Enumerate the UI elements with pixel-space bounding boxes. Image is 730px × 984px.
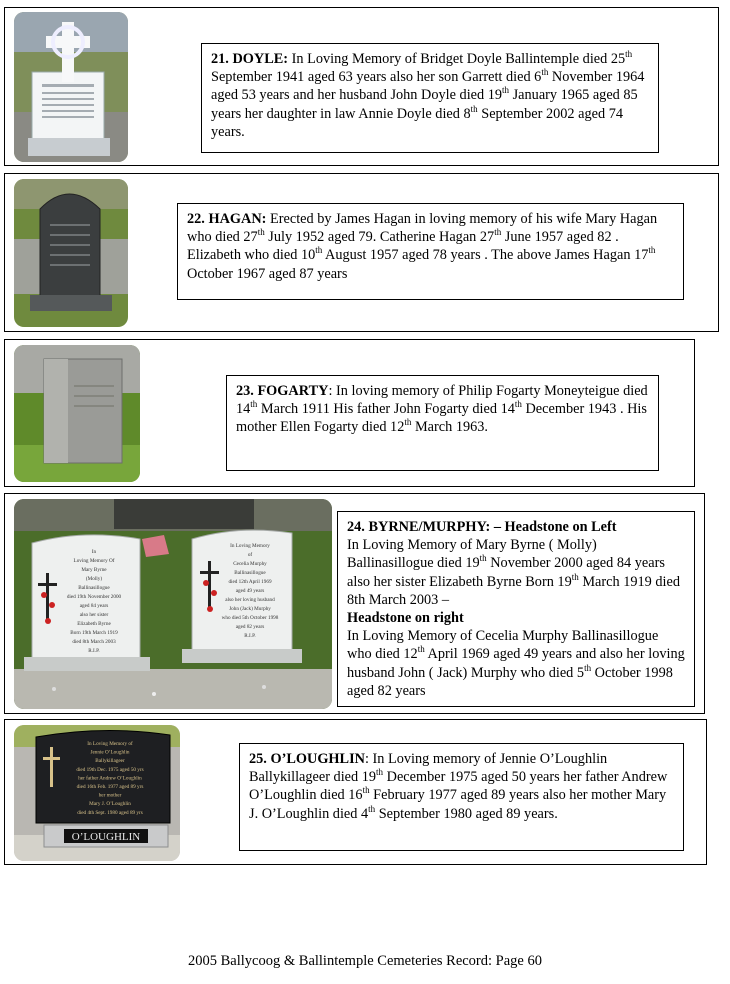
ordinal-suffix: th (404, 417, 412, 428)
stone-line: In (91, 549, 97, 555)
headstone-photo-24 (14, 499, 332, 709)
entry-number: 25. (249, 751, 267, 767)
stone-line: John (Jack) Murphy (229, 606, 271, 612)
ordinal-suffix: th (417, 644, 425, 655)
entry-surname: FOGARTY (257, 383, 329, 399)
entry-heading-suffix: – Headstone on Left (490, 519, 617, 535)
stone-line: who died 5th October 1998 (221, 615, 279, 621)
entry-surname: HAGAN: (208, 211, 267, 227)
ordinal-suffix: th (648, 245, 656, 256)
stone-plaque: O’LOUGHLIN (71, 831, 141, 843)
stone-line: Elizabeth Byrne (77, 621, 111, 627)
inscription-text-24 (337, 511, 695, 707)
entry-23 (4, 339, 695, 487)
entry-number: 21. (211, 51, 229, 67)
ordinal-suffix: th (376, 767, 384, 778)
inscription-body-2: In Loving Memory of Cecelia Murphy Ballinasillogue who died 12th April 1969 aged 49 years and also her loving husband John ( Jack) Murphy who died 5th October 1998 aged 82 years (347, 628, 685, 699)
stone-line: Mary J. O’Loughlin (89, 801, 131, 808)
entry-24 (4, 493, 705, 714)
stone-line: her father Andrew O’Loughlin (78, 775, 142, 782)
stone-line: R.I.P. (244, 633, 256, 639)
stone-line: also her loving husband (225, 597, 275, 603)
inscription-body: Erected by James Hagan in loving memory of his wife Mary Hagan who died 27th July 1952 aged 79. Catherine Hagan 27th June 1957 aged 82 . Elizabeth who died 10th August 1957 aged 78 years . The above James Hagan 17th October 1967 aged 87 years (187, 211, 658, 282)
stone-line: died 8th March 2003 (72, 639, 116, 645)
ordinal-suffix: th (625, 49, 633, 60)
inscription-body: : In Loving memory of Jennie O’Loughlin Ballykillageer died 19th December 1975 aged 50 years her father Andrew O’Loughlin died 16th February 1977 aged 89 years also her mother Mary J. O’Loughlin died 4th September 1980 aged 89 years. (249, 751, 668, 822)
inscription-text-25 (239, 743, 684, 851)
entry-surname: BYRNE/MURPHY: (368, 519, 491, 535)
entry-22 (4, 173, 719, 332)
inscription-body: : In loving memory of Philip Fogarty Moneyteigue died 14th March 1911 His father John Fogarty died 14th December 1943 . His mother Ellen Fogarty died 12th March 1963. (236, 383, 648, 436)
stone-line: Ballinasillogue (78, 585, 110, 591)
stone-line: R.I.P. (88, 648, 100, 654)
ordinal-suffix: th (470, 103, 478, 114)
entry-25 (4, 719, 707, 865)
entry-subheading: Headstone on right (347, 610, 464, 627)
stone-line: Cecelia Murphy (233, 561, 267, 567)
stone-line: Loving Memory Of (73, 558, 115, 564)
inscription-body: In Loving Memory of Bridget Doyle Ballintemple died 25th September 1941 aged 63 years also her son Garrett died 6th November 1964 aged 53 years and her husband John Doyle died 19th January 1965 aged 85 years her daughter in law Annie Doyle died 8th September 2002 aged 74 years. (211, 49, 645, 140)
stone-line: In Loving Memory (230, 543, 270, 549)
ordinal-suffix: th (368, 803, 376, 814)
entry-number: 22. (187, 211, 205, 227)
stone-line: died 16th Feb. 1977 aged 89 yrs (76, 784, 144, 790)
stone-line: Jennie O’Loughlin (90, 749, 130, 756)
ordinal-suffix: th (541, 67, 549, 78)
stone-line: of (247, 552, 253, 558)
ordinal-suffix: th (514, 399, 522, 410)
entry-number: 24. (347, 519, 365, 535)
ordinal-suffix: th (479, 553, 487, 564)
stone-line: her mother (98, 792, 122, 799)
stone-line: died 4th Sept. 1980 aged 89 yrs (77, 809, 143, 816)
stone-line: In Loving Memory of (87, 741, 133, 747)
stone-line: Ballykillageer (95, 758, 125, 765)
stone-line: aged 82 years (235, 624, 265, 630)
entry-surname: DOYLE: (232, 51, 289, 67)
headstone-photo-21 (14, 12, 128, 162)
stone-line: died 19th November 2000 (66, 594, 122, 600)
ordinal-suffix: th (362, 785, 370, 796)
stone-line: (Molly) (85, 576, 103, 582)
inscription-body: In Loving Memory of Mary Byrne ( Molly) Ballinasillogue died 19th November 2000 aged 84 years also her sister Elizabeth Byrne Born 19th March 1919 died 8th March 2003 – (347, 537, 680, 608)
stone-line: died 12th April 1969 (228, 579, 272, 585)
entry-number: 23. (236, 383, 254, 399)
entry-21 (4, 7, 719, 166)
headstone-photo-23 (14, 345, 140, 482)
ordinal-suffix: th (315, 245, 323, 256)
headstone-photo-25 (14, 725, 180, 861)
stone-line: Born 19th March 1919 (70, 630, 118, 636)
inscription-text-22 (177, 203, 684, 300)
stone-line: Mary Byrne (81, 567, 107, 573)
entry-surname: O’LOUGHLIN (270, 751, 365, 767)
ordinal-suffix: th (584, 662, 592, 673)
stone-line: died 19th Dec. 1975 aged 50 yrs (76, 766, 144, 773)
page-footer: 2005 Ballycoog & Ballintemple Cemeteries Record: Page 60 (188, 953, 542, 969)
stone-line: Ballinasillogue (234, 570, 266, 576)
inscription-text-23 (226, 375, 659, 471)
stone-line: also her sister (79, 612, 109, 618)
headstone-photo-22 (14, 179, 128, 327)
ordinal-suffix: th (250, 399, 258, 410)
inscription-text-21 (201, 43, 659, 153)
ordinal-suffix: th (502, 85, 510, 96)
ordinal-suffix: th (257, 227, 265, 238)
stone-line: aged 84 years (79, 603, 109, 609)
ordinal-suffix: th (571, 571, 579, 582)
stone-line: aged 49 years (235, 588, 265, 594)
ordinal-suffix: th (494, 227, 502, 238)
